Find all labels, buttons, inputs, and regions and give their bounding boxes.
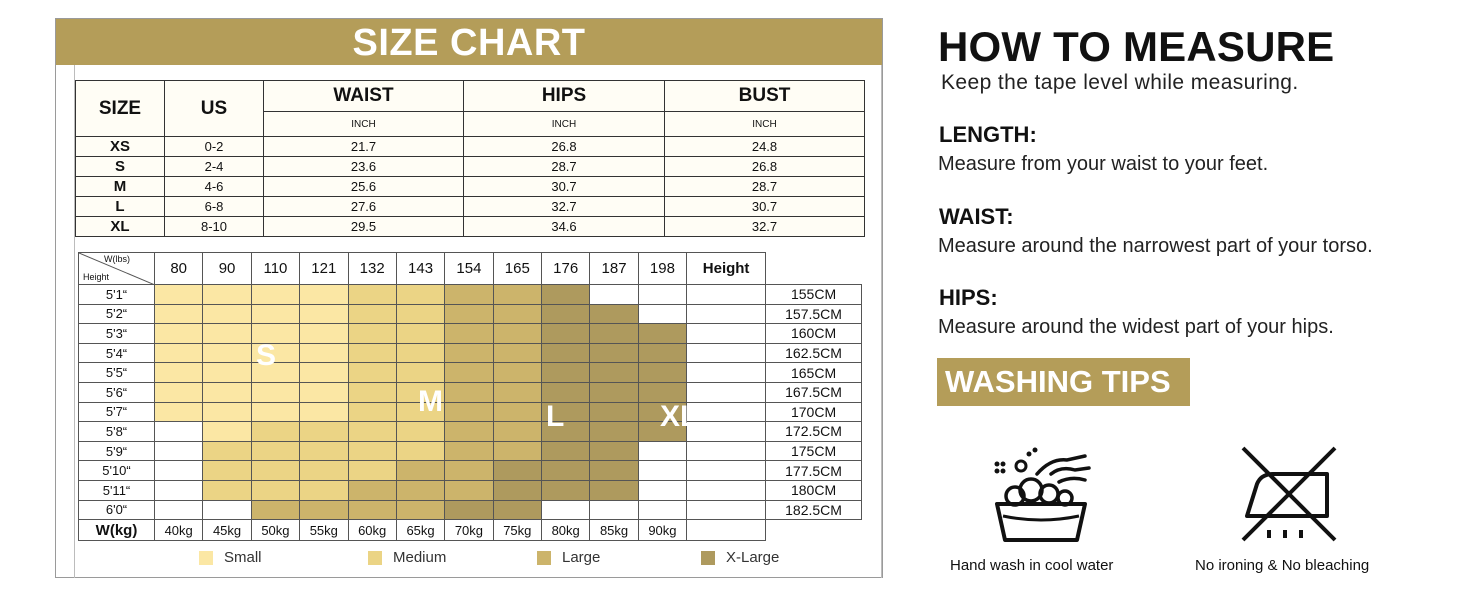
grid-cell: [155, 382, 203, 402]
grid-cell: [348, 402, 396, 422]
height-cm-cell: 177.5CM: [766, 461, 862, 481]
grid-cell: [687, 402, 766, 422]
grid-cell: [445, 422, 493, 442]
height-ft-cell: 5'10“: [79, 461, 155, 481]
grid-cell: [251, 441, 299, 461]
grid-cell: [493, 285, 541, 305]
size-cell-bust: 24.8: [665, 137, 865, 157]
grid-cell: [687, 285, 766, 305]
grid-cell: [251, 500, 299, 520]
hand-wash-icon: [989, 444, 1093, 544]
grid-cell: [638, 363, 686, 383]
size-measurement-table: [75, 80, 865, 237]
unit-waist: INCH: [264, 112, 464, 137]
weight-kg-cell: 40kg: [155, 520, 203, 541]
grid-cell: [396, 285, 444, 305]
weight-lbs-header: 187: [590, 253, 638, 285]
grid-corner-cell: [79, 253, 155, 285]
height-cm-cell: 170CM: [766, 402, 862, 422]
grid-cell: [348, 422, 396, 442]
grid-cell: [590, 382, 638, 402]
size-cell-hips: 26.8: [464, 137, 665, 157]
weight-kg-cell: 45kg: [203, 520, 251, 541]
grid-cell: [638, 304, 686, 324]
grid-cell: [396, 461, 444, 481]
size-cell-waist: 29.5: [264, 217, 464, 237]
grid-cell: [396, 441, 444, 461]
height-ft-cell: 5'8“: [79, 422, 155, 442]
grid-cell: [300, 285, 348, 305]
grid-cell: [300, 304, 348, 324]
grid-row: [79, 285, 862, 305]
grid-cell: [445, 363, 493, 383]
header-bust: BUST: [665, 81, 865, 112]
size-cell-us: 2-4: [165, 157, 264, 177]
size-cell-hips: 28.7: [464, 157, 665, 177]
grid-cell: [590, 363, 638, 383]
weight-kg-cell: 85kg: [590, 520, 638, 541]
weight-lbs-header: 198: [638, 253, 686, 285]
grid-cell: [396, 422, 444, 442]
grid-cell: [300, 500, 348, 520]
height-ft-cell: 5'3“: [79, 324, 155, 344]
grid-cell: [348, 343, 396, 363]
height-cm-cell: 160CM: [766, 324, 862, 344]
no-iron-caption: No ironing & No bleaching: [1195, 557, 1370, 574]
no-ironing-no-bleaching-icon: [1239, 444, 1339, 544]
height-cm-cell: 162.5CM: [766, 343, 862, 363]
grid-cell: [590, 402, 638, 422]
height-cm-cell: 155CM: [766, 285, 862, 305]
grid-cell: [445, 285, 493, 305]
waist-text: Measure around the narrowest part of your torso.: [938, 235, 1373, 257]
grid-cell: [203, 480, 251, 500]
grid-cell: [542, 480, 590, 500]
weight-lbs-header: 176: [542, 253, 590, 285]
grid-cell: [493, 500, 541, 520]
grid-cell: [155, 441, 203, 461]
grid-cell: [300, 382, 348, 402]
waist-heading: WAIST:: [939, 204, 1014, 229]
grid-cell: [445, 304, 493, 324]
grid-cell: [638, 324, 686, 344]
grid-cell: [348, 480, 396, 500]
grid-cell: [396, 480, 444, 500]
header-us: US: [165, 81, 264, 137]
grid-cell: [155, 422, 203, 442]
weight-lbs-header: 154: [445, 253, 493, 285]
grid-row: [79, 324, 862, 344]
legend-swatch-small: [199, 551, 213, 565]
weight-lbs-header: 90: [203, 253, 251, 285]
height-weight-grid: [78, 252, 862, 541]
grid-cell: [493, 343, 541, 363]
size-cell-us: 4-6: [165, 177, 264, 197]
size-row: [76, 217, 865, 237]
legend-medium: [368, 549, 446, 566]
grid-cell: [590, 461, 638, 481]
height-ft-cell: 5'4“: [79, 343, 155, 363]
grid-cell: [445, 324, 493, 344]
grid-cell: [687, 441, 766, 461]
grid-row: [79, 382, 862, 402]
grid-cell: [348, 324, 396, 344]
grid-cell: [542, 285, 590, 305]
grid-row: [79, 343, 862, 363]
grid-cell: [542, 441, 590, 461]
legend-label-small: Small: [224, 549, 262, 566]
grid-cell: [203, 304, 251, 324]
grid-cell: [251, 304, 299, 324]
size-cell-size: M: [76, 177, 165, 197]
grid-cell: [687, 480, 766, 500]
size-cell-bust: 28.7: [665, 177, 865, 197]
size-cell-bust: 30.7: [665, 197, 865, 217]
grid-cell: [203, 363, 251, 383]
grid-cell: [203, 402, 251, 422]
grid-cell: [300, 422, 348, 442]
grid-cell: [396, 500, 444, 520]
header-hips: HIPS: [464, 81, 665, 112]
grid-cell: [542, 343, 590, 363]
weight-kg-empty-cell: [687, 520, 766, 541]
grid-cell: [493, 402, 541, 422]
grid-cell: [445, 382, 493, 402]
legend-small: [199, 549, 262, 566]
grid-cell: [542, 500, 590, 520]
unit-hips: INCH: [464, 112, 665, 137]
legend-large: [537, 549, 600, 566]
size-cell-us: 0-2: [165, 137, 264, 157]
height-ft-cell: 5'5“: [79, 363, 155, 383]
weight-kg-cell: 70kg: [445, 520, 493, 541]
grid-cell: [348, 304, 396, 324]
height-cm-cell: 157.5CM: [766, 304, 862, 324]
grid-cell: [445, 343, 493, 363]
grid-cell: [590, 441, 638, 461]
grid-cell: [396, 363, 444, 383]
grid-cell: [687, 422, 766, 442]
legend-swatch-medium: [368, 551, 382, 565]
grid-cell: [348, 363, 396, 383]
grid-cell: [251, 422, 299, 442]
legend-swatch-xlarge: [701, 551, 715, 565]
weight-kg-cell: 75kg: [493, 520, 541, 541]
height-ft-cell: 5'1“: [79, 285, 155, 305]
measure-guide: [937, 0, 1457, 600]
grid-cell: [251, 461, 299, 481]
grid-row: [79, 480, 862, 500]
grid-cell: [155, 304, 203, 324]
grid-row: [79, 461, 862, 481]
grid-cell: [493, 422, 541, 442]
size-row: [76, 157, 865, 177]
size-legend: [56, 549, 882, 571]
grid-cell: [638, 343, 686, 363]
grid-cell: [155, 461, 203, 481]
grid-cell: [251, 285, 299, 305]
grid-cell: [203, 461, 251, 481]
grid-cell: [396, 324, 444, 344]
grid-cell: [300, 402, 348, 422]
grid-cell: [251, 480, 299, 500]
size-cell-size: XS: [76, 137, 165, 157]
grid-row: [79, 304, 862, 324]
grid-cell: [155, 285, 203, 305]
size-row: [76, 177, 865, 197]
grid-cell: [638, 480, 686, 500]
grid-cell: [687, 343, 766, 363]
size-cell-us: 8-10: [165, 217, 264, 237]
weight-kg-label: W(kg): [79, 520, 155, 541]
weight-lbs-header: 143: [396, 253, 444, 285]
weight-kg-cell: 50kg: [251, 520, 299, 541]
grid-cell: [493, 461, 541, 481]
size-cell-waist: 27.6: [264, 197, 464, 217]
legend-label-medium: Medium: [393, 549, 447, 566]
grid-cell: [203, 343, 251, 363]
size-cell-hips: 34.6: [464, 217, 665, 237]
weight-lbs-header: 121: [300, 253, 348, 285]
zone-label-l: L: [546, 400, 565, 433]
legend-xlarge: [701, 549, 779, 566]
length-text: Measure from your waist to your feet.: [938, 153, 1269, 175]
height-cm-header: Height: [687, 253, 766, 285]
hips-heading: HIPS:: [939, 285, 998, 310]
size-chart-title: SIZE CHART: [56, 19, 882, 65]
grid-cell: [445, 402, 493, 422]
grid-cell: [542, 324, 590, 344]
grid-row: [79, 402, 862, 422]
weight-kg-cell: 65kg: [396, 520, 444, 541]
size-cell-waist: 21.7: [264, 137, 464, 157]
weight-lbs-header: 132: [348, 253, 396, 285]
corner-weight-label: W(lbs): [104, 254, 130, 264]
grid-cell: [203, 422, 251, 442]
grid-cell: [155, 363, 203, 383]
weight-kg-cell: 80kg: [542, 520, 590, 541]
header-size: SIZE: [76, 81, 165, 137]
zone-label-m: M: [418, 385, 443, 418]
grid-cell: [155, 324, 203, 344]
grid-cell: [590, 480, 638, 500]
legend-label-xlarge: X-Large: [726, 549, 780, 566]
grid-cell: [155, 480, 203, 500]
size-cell-hips: 32.7: [464, 197, 665, 217]
height-cm-cell: 167.5CM: [766, 382, 862, 402]
grid-cell: [203, 324, 251, 344]
grid-cell: [300, 441, 348, 461]
grid-row: [79, 363, 862, 383]
size-cell-size: L: [76, 197, 165, 217]
hand-wash-caption: Hand wash in cool water: [950, 557, 1114, 574]
size-cell-bust: 26.8: [665, 157, 865, 177]
grid-row: [79, 422, 862, 442]
height-ft-cell: 5'7“: [79, 402, 155, 422]
grid-cell: [590, 285, 638, 305]
grid-cell: [687, 324, 766, 344]
grid-cell: [348, 285, 396, 305]
grid-cell: [203, 382, 251, 402]
grid-cell: [687, 500, 766, 520]
height-cm-cell: 165CM: [766, 363, 862, 383]
grid-row: [79, 441, 862, 461]
header-waist: WAIST: [264, 81, 464, 112]
height-cm-cell: 182.5CM: [766, 500, 862, 520]
corner-height-label: Height: [83, 272, 110, 282]
grid-cell: [203, 441, 251, 461]
grid-cell: [300, 343, 348, 363]
length-heading: LENGTH:: [939, 122, 1037, 147]
height-ft-cell: 5'11“: [79, 480, 155, 500]
weight-kg-cell: 55kg: [300, 520, 348, 541]
size-row: [76, 197, 865, 217]
grid-cell: [203, 285, 251, 305]
weight-lbs-header: 165: [493, 253, 541, 285]
legend-label-large: Large: [562, 549, 601, 566]
height-ft-cell: 5'6“: [79, 382, 155, 402]
grid-cell: [396, 304, 444, 324]
grid-cell: [493, 363, 541, 383]
grid-cell: [348, 461, 396, 481]
grid-cell: [348, 500, 396, 520]
height-ft-cell: 5'9“: [79, 441, 155, 461]
grid-cell: [590, 343, 638, 363]
grid-cell: [155, 500, 203, 520]
grid-cell: [590, 500, 638, 520]
grid-cell: [493, 480, 541, 500]
grid-cell: [445, 480, 493, 500]
hips-text: Measure around the widest part of your hips.: [938, 316, 1334, 338]
grid-cell: [300, 363, 348, 383]
grid-cell: [300, 461, 348, 481]
height-ft-cell: 6'0“: [79, 500, 155, 520]
height-cm-cell: 180CM: [766, 480, 862, 500]
grid-cell: [493, 441, 541, 461]
size-chart-panel: [55, 18, 883, 578]
weight-kg-cell: 90kg: [638, 520, 686, 541]
grid-row: [79, 500, 862, 520]
grid-cell: [638, 441, 686, 461]
grid-cell: [396, 343, 444, 363]
size-cell-hips: 30.7: [464, 177, 665, 197]
unit-bust: INCH: [665, 112, 865, 137]
grid-cell: [493, 324, 541, 344]
grid-cell: [687, 363, 766, 383]
size-cell-bust: 32.7: [665, 217, 865, 237]
grid-cell: [493, 382, 541, 402]
how-to-measure-subtitle: Keep the tape level while measuring.: [941, 71, 1299, 94]
grid-cell: [300, 480, 348, 500]
grid-cell: [687, 461, 766, 481]
grid-cell: [638, 285, 686, 305]
weight-kg-cell: 60kg: [348, 520, 396, 541]
size-cell-waist: 23.6: [264, 157, 464, 177]
grid-cell: [687, 304, 766, 324]
grid-cell: [348, 441, 396, 461]
grid-cell: [300, 324, 348, 344]
grid-cell: [542, 461, 590, 481]
grid-cell: [445, 441, 493, 461]
grid-cell: [493, 304, 541, 324]
grid-cell: [251, 402, 299, 422]
zone-label-xl: XL: [660, 400, 699, 433]
grid-cell: [445, 461, 493, 481]
size-row: [76, 137, 865, 157]
grid-cell: [590, 422, 638, 442]
height-cm-cell: 175CM: [766, 441, 862, 461]
legend-swatch-large: [537, 551, 551, 565]
grid-cell: [590, 324, 638, 344]
size-cell-size: XL: [76, 217, 165, 237]
grid-cell: [687, 382, 766, 402]
grid-cell: [251, 382, 299, 402]
how-to-measure-title: HOW TO MEASURE: [938, 23, 1335, 70]
grid-cell: [590, 304, 638, 324]
height-cm-cell: 172.5CM: [766, 422, 862, 442]
grid-cell: [155, 402, 203, 422]
zone-label-s: S: [256, 339, 277, 372]
weight-lbs-header: 80: [155, 253, 203, 285]
size-cell-us: 6-8: [165, 197, 264, 217]
size-cell-size: S: [76, 157, 165, 177]
size-cell-waist: 25.6: [264, 177, 464, 197]
weight-lbs-header: 110: [251, 253, 299, 285]
grid-cell: [638, 500, 686, 520]
grid-cell: [155, 343, 203, 363]
grid-cell: [542, 304, 590, 324]
washing-tips-title: WASHING TIPS: [937, 358, 1190, 406]
grid-cell: [348, 382, 396, 402]
grid-cell: [638, 461, 686, 481]
grid-cell: [203, 500, 251, 520]
grid-cell: [445, 500, 493, 520]
grid-cell: [542, 363, 590, 383]
height-ft-cell: 5'2“: [79, 304, 155, 324]
